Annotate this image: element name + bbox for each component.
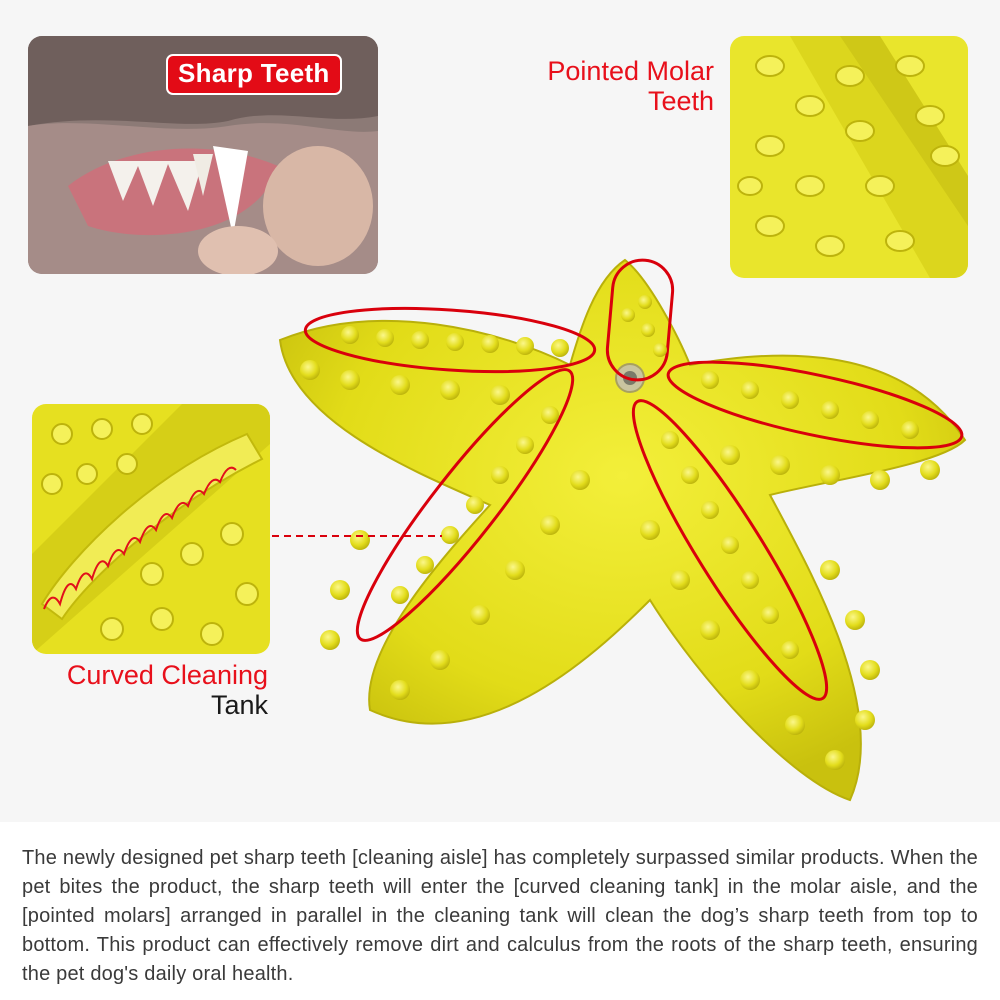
curved-cleaning-line1: Curved Cleaning [66,660,268,690]
cleaning-tank-pointer-line [272,533,442,539]
pointed-molar-line2: Teeth [647,86,714,116]
starfish-toy-image [250,240,1000,820]
pointed-molar-label [547,56,714,116]
product-description: The newly designed pet sharp teeth [cleaning aisle] has completely surpassed similar products. When the pet bites the product, the sharp teeth will enter the [curved cleaning tank] in the molar aisle, and the [pointed molars] arranged in parallel in the cleaning tank will clean the dog’s sharp teeth from top to bottom. This product can effectively remove dirt and calculus from the roots of the sharp teeth, ensuring the pet dog's daily oral health. [22,847,978,985]
sharp-teeth-label: Sharp Teeth [178,58,330,88]
curved-cleaning-line2: Tank [210,690,268,720]
sharp-teeth-badge [166,54,342,95]
curved-cleaning-label [67,660,268,720]
cleaning-tank-closeup [32,404,270,654]
pointed-molar-line1: Pointed Molar [547,56,714,86]
molar-teeth-closeup [730,36,968,278]
